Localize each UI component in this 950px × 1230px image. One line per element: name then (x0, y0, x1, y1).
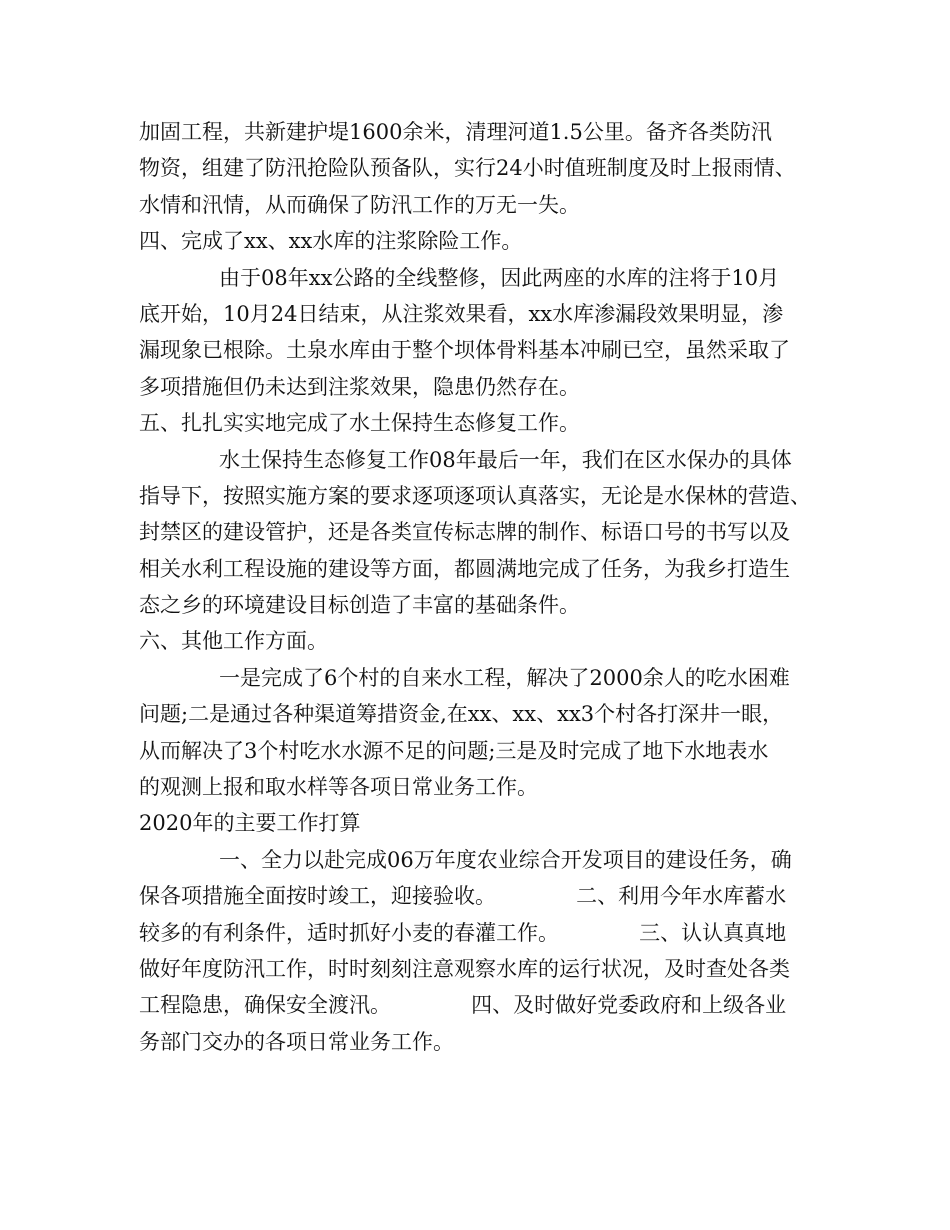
section-heading: 2020年的主要工作打算 (139, 811, 361, 836)
text-line: 由于08年xx公路的全线整修，因此两座的水库的注将于10月 (219, 265, 780, 290)
text-line: 做好年度防汛工作，时时刻刻注意观察水库的运行状况，及时查处各类 (139, 956, 790, 981)
text-line: 水情和汛情，从而确保了防汛工作的万无一失。 (139, 192, 580, 217)
text-line: 务部门交办的各项日常业务工作。 (139, 1029, 454, 1054)
text-line: 一是完成了6个村的自来水工程，解决了2000余人的吃水困难 (219, 665, 790, 690)
text-line: 相关水利工程设施的建设等方面，都圆满地完成了任务，为我乡打造生 (139, 556, 790, 581)
text-line: 从而解决了3个村吃水水源不足的问题;三是及时完成了地下水地表水 (139, 738, 769, 763)
text-line: 指导下，按照实施方案的要求逐项逐项认真落实，无论是水保林的营造、 (139, 483, 811, 508)
section-heading: 五、扎扎实实地完成了水土保持生态修复工作。 (139, 411, 580, 436)
section-heading: 四、完成了xx、xx水库的注浆除险工作。 (139, 229, 523, 254)
text-line: 较多的有利条件，适时抓好小麦的春灌工作。 三、认认真真地 (139, 920, 787, 945)
text-line: 漏现象已根除。土泉水库由于整个坝体骨料基本冲刷已空，虽然采取了 (139, 338, 790, 363)
text-line: 问题;二是通过各种渠道筹措资金,在xx、xx、xx3个村各打深井一眼， (139, 702, 784, 727)
text-line: 态之乡的环境建设目标创造了丰富的基础条件。 (139, 593, 580, 618)
text-line: 的观测上报和取水样等各项日常业务工作。 (139, 775, 538, 800)
section-heading: 六、其他工作方面。 (139, 629, 328, 654)
text-line: 保各项措施全面按时竣工，迎接验收。 二、利用今年水库蓄水 (139, 884, 787, 909)
text-line: 物资，组建了防汛抢险队预备队，实行24小时值班制度及时上报雨情、 (139, 156, 796, 181)
text-line: 水土保持生态修复工作08年最后一年，我们在区水保办的具体 (219, 447, 792, 472)
text-line: 封禁区的建设管护，还是各类宣传标志牌的制作、标语口号的书写以及 (139, 520, 790, 545)
document-body (139, 114, 819, 1060)
text-line: 底开始，10月24日结束，从注浆效果看，xx水库渗漏段效果明显，渗 (139, 301, 784, 326)
text-line: 一、全力以赴完成06万年度农业综合开发项目的建设任务，确 (219, 847, 792, 872)
text-line: 多项措施但仍未达到注浆效果，隐患仍然存在。 (139, 374, 580, 399)
text-line: 工程隐患，确保安全渡汛。 四、及时做好党委政府和上级各业 (139, 993, 787, 1018)
text-line: 加固工程，共新建护堤1600余米，清理河道1.5公里。备齐各类防汛 (139, 120, 772, 144)
